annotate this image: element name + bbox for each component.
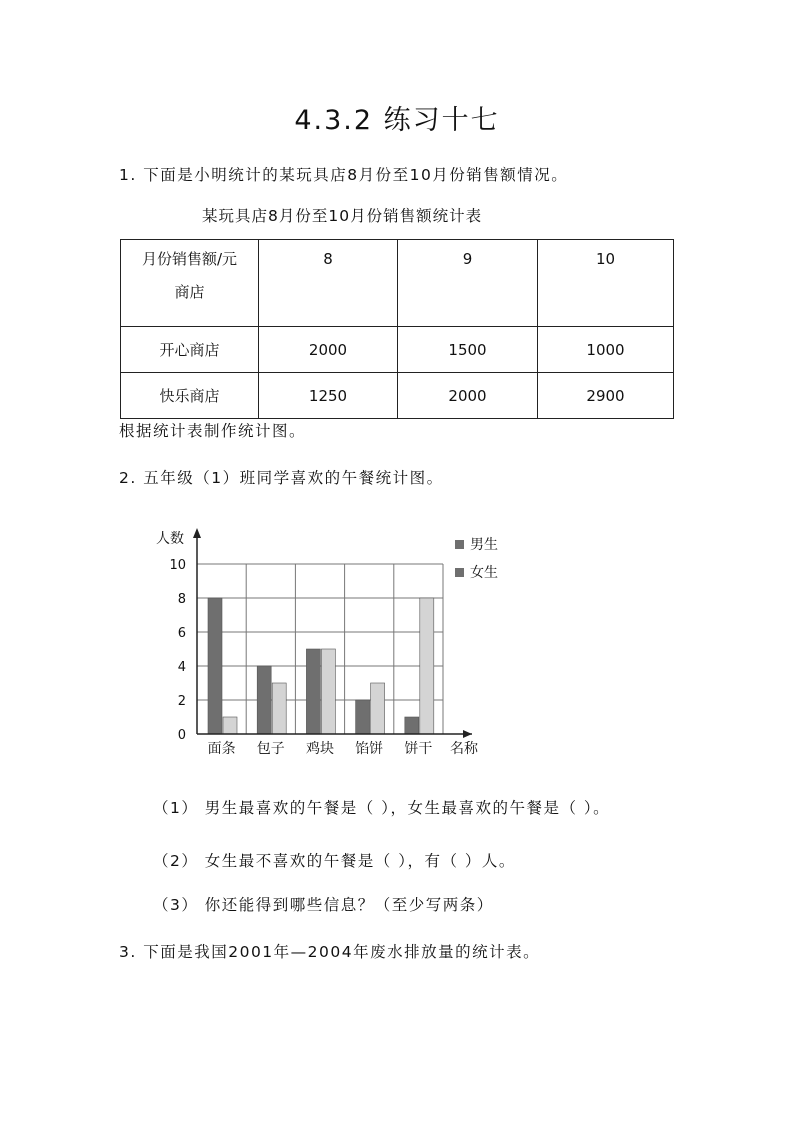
sales-cell: 2000 (398, 373, 538, 419)
question-2-sub-1: （1） 男生最喜欢的午餐是（ ），女生最喜欢的午餐是（ ）。 (153, 799, 611, 817)
sales-cell: 1000 (538, 327, 674, 373)
sales-cell: 1250 (259, 373, 398, 419)
month-header: 9 (398, 240, 538, 327)
x-tick-label: 饼干 (404, 741, 433, 757)
y-tick-label: 4 (177, 660, 186, 675)
lunch-bar-chart (150, 520, 500, 765)
legend-label: 男生 (470, 537, 498, 553)
legend-swatch (455, 540, 464, 549)
corner-bottom-label: 商店 (174, 283, 205, 301)
y-axis-label: 人数 (156, 531, 184, 547)
page-title: 4.3.2 练习十七 (294, 105, 500, 136)
table-corner-cell (121, 240, 259, 327)
question-2-sub-3: （3） 你还能得到哪些信息？（至少写两条） (153, 896, 494, 914)
sales-cell: 2900 (538, 373, 674, 419)
bar-female (420, 598, 434, 734)
table-caption: 某玩具店8月份至10月份销售额统计表 (202, 207, 483, 225)
sales-cell: 1500 (398, 327, 538, 373)
bar-male (405, 717, 419, 734)
y-tick-label: 6 (177, 626, 186, 641)
bar-male (208, 598, 222, 734)
sales-table (120, 239, 674, 419)
table-header-row (121, 240, 674, 327)
month-header: 10 (538, 240, 674, 327)
table-row (121, 373, 674, 419)
corner-top-label: 月份销售额/元 (141, 250, 238, 268)
x-axis-arrow (463, 730, 472, 738)
legend-label: 女生 (470, 565, 498, 581)
bar-male (356, 700, 370, 734)
table-row (121, 327, 674, 373)
legend-swatch (455, 568, 464, 577)
y-tick-label: 0 (177, 728, 186, 743)
bar-male (306, 649, 320, 734)
question-3-text: 3. 下面是我国2001年—2004年废水排放量的统计表。 (119, 943, 541, 961)
bar-female (321, 649, 335, 734)
month-header: 8 (259, 240, 398, 327)
bar-female (223, 717, 237, 734)
question-2-text: 2. 五年级（1）班同学喜欢的午餐统计图。 (119, 469, 444, 487)
x-tick-label: 鸡块 (306, 741, 334, 757)
x-tick-label: 面条 (207, 741, 236, 757)
store-name: 快乐商店 (121, 373, 259, 419)
x-axis-label: 名称 (450, 741, 478, 757)
question-1-instruction: 根据统计表制作统计图。 (119, 422, 307, 440)
x-tick-label: 馅饼 (355, 741, 384, 757)
y-axis-arrow (193, 528, 201, 538)
store-name: 开心商店 (121, 327, 259, 373)
y-tick-label: 8 (177, 592, 186, 607)
x-tick-label: 包子 (256, 741, 285, 757)
bar-male (257, 666, 271, 734)
bar-female (371, 683, 385, 734)
bar-female (272, 683, 286, 734)
question-1-text: 1. 下面是小明统计的某玩具店8月份至10月份销售额情况。 (119, 166, 569, 184)
sales-cell: 2000 (259, 327, 398, 373)
y-tick-label: 2 (177, 694, 186, 709)
y-tick-label: 10 (169, 558, 186, 573)
question-2-sub-2: （2） 女生最不喜欢的午餐是（ ），有（ ）人。 (153, 852, 516, 870)
